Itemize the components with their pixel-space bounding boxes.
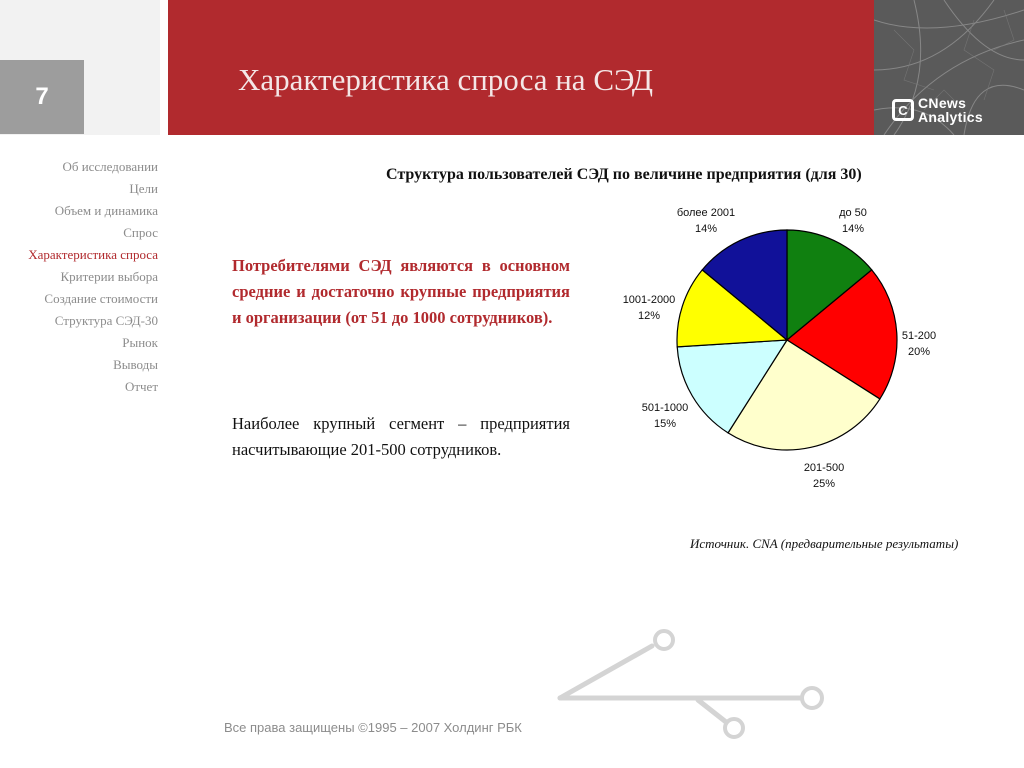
nav-item-goals[interactable]: Цели [129, 181, 158, 196]
nav-item-conclusions[interactable]: Выводы [113, 357, 158, 372]
nav-item-value[interactable]: Создание стоимости [44, 291, 158, 306]
consumers-paragraph: Потребителями СЭД являются в основном средние и достаточно крупные предприятия и организации (от 51 до 1000 сотрудников). [232, 256, 570, 327]
slice-value-label: 14% [694, 223, 718, 235]
copyright-footer: Все права защищены ©1995 – 2007 Холдинг РБК [224, 720, 522, 735]
nav-item-structure[interactable]: Структура СЭД-30 [54, 313, 158, 328]
slice-value-label: 15% [653, 418, 677, 430]
slice-label: более 2001 [676, 207, 736, 219]
logo-mark: C [892, 99, 914, 121]
slice-label: 201-500 [803, 462, 845, 474]
slice-label: до 50 [839, 207, 867, 219]
page-title: Характеристика спроса на СЭД [238, 62, 654, 97]
nav-item-demand[interactable]: Спрос [123, 225, 158, 240]
nav-item-report[interactable]: Отчет [124, 379, 158, 394]
slice-value-label: 14% [841, 223, 865, 235]
source-note: Источник. CNA (предварительные результаты) [690, 536, 959, 551]
slice-value-label: 25% [812, 478, 836, 490]
slice-label: 1001-2000 [622, 294, 676, 306]
nav-item-market[interactable]: Рынок [122, 335, 158, 350]
chart-title: Структура пользователей СЭД по величине предприятия (для 30) [386, 166, 862, 183]
nav-item-demand-characteristics[interactable]: Характеристика спроса [28, 247, 158, 262]
nav-item-criteria[interactable]: Критерии выбора [60, 269, 158, 284]
slice-label: 501-1000 [641, 402, 689, 414]
slide-number: 7 [0, 60, 84, 134]
logo-line2: Analytics [918, 109, 983, 125]
slice-value-label: 20% [907, 346, 931, 358]
logo-line1: CNews [918, 95, 967, 111]
slice-label: 51-200 [901, 330, 937, 342]
largest-segment-paragraph: Наиболее крупный сегмент – предприятия насчитывающие 201-500 сотрудников. [232, 414, 570, 459]
slice-value-label: 12% [637, 310, 661, 322]
nav-item-volume[interactable]: Объем и динамика [54, 203, 158, 218]
nav-item-about[interactable]: Об исследовании [62, 159, 158, 174]
